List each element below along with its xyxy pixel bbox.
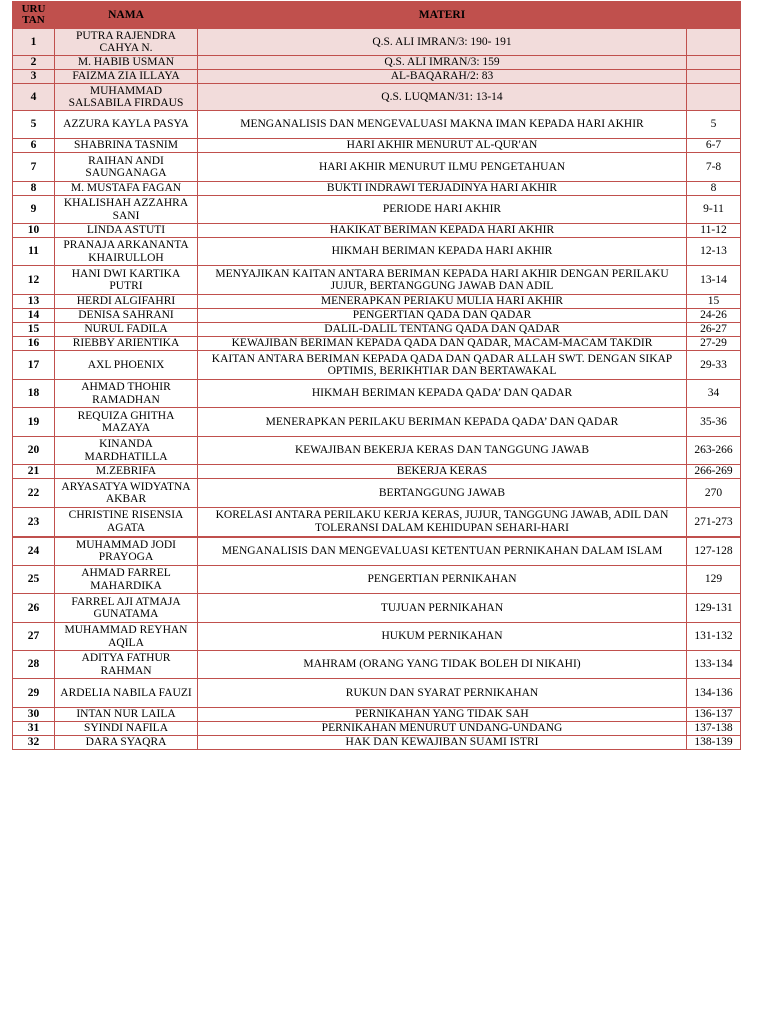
material-topic-cell: PERNIKAHAN YANG TIDAK SAH xyxy=(198,708,687,722)
table-row xyxy=(13,295,741,309)
material-topic-cell: HAKIKAT BERIMAN KEPADA HARI AKHIR xyxy=(198,224,687,238)
page-range-cell: 11-12 xyxy=(687,224,741,238)
student-name-cell: DARA SYAQRA xyxy=(55,736,198,750)
table-body xyxy=(13,29,741,750)
page-range-cell: 7-8 xyxy=(687,153,741,182)
table-row xyxy=(13,111,741,139)
student-name-cell: AHMAD FARREL MAHARDIKA xyxy=(55,566,198,594)
row-number-cell: 13 xyxy=(13,295,55,309)
material-topic-cell: BUKTI INDRAWI TERJADINYA HARI AKHIR xyxy=(198,182,687,196)
table-row xyxy=(13,508,741,537)
student-name-cell: KHALISHAH AZZAHRA SANI xyxy=(55,196,198,224)
page-range-cell: 15 xyxy=(687,295,741,309)
student-name-cell: FARREL AJI ATMAJA GUNATAMA xyxy=(55,594,198,623)
material-topic-cell: KORELASI ANTARA PERILAKU KERJA KERAS, JUJUR, TANGGUNG JAWAB, ADIL DAN TOLERANSI DALAM KEHIDUPAN SEHARI-HARI xyxy=(198,508,687,537)
page-range-cell: 129 xyxy=(687,566,741,594)
page-range-cell: 266-269 xyxy=(687,465,741,479)
row-number-cell: 19 xyxy=(13,408,55,437)
page-range-cell: 263-266 xyxy=(687,437,741,465)
material-topic-cell: Q.S. ALI IMRAN/3: 159 xyxy=(198,56,687,70)
table-row xyxy=(13,266,741,295)
table-row xyxy=(13,679,741,708)
table-row xyxy=(13,437,741,465)
row-number-cell: 32 xyxy=(13,736,55,750)
student-name-cell: DENISA SAHRANI xyxy=(55,309,198,323)
row-number-cell: 18 xyxy=(13,380,55,408)
header-halaman xyxy=(687,2,741,29)
row-number-cell: 4 xyxy=(13,84,55,111)
page-range-cell: 134-136 xyxy=(687,679,741,708)
page-range-cell: 29-33 xyxy=(687,351,741,380)
row-number-cell: 14 xyxy=(13,309,55,323)
student-name-cell: PUTRA RAJENDRA CAHYA N. xyxy=(55,29,198,56)
page-range-cell: 26-27 xyxy=(687,323,741,337)
row-number-cell: 5 xyxy=(13,111,55,139)
material-topic-cell: Q.S. LUQMAN/31: 13-14 xyxy=(198,84,687,111)
page-range-cell xyxy=(687,56,741,70)
material-topic-cell: DALIL-DALIL TENTANG QADA DAN QADAR xyxy=(198,323,687,337)
table-row xyxy=(13,323,741,337)
row-number-cell: 2 xyxy=(13,56,55,70)
material-topic-cell: BEKERJA KERAS xyxy=(198,465,687,479)
material-topic-cell: HUKUM PERNIKAHAN xyxy=(198,623,687,651)
student-name-cell: HERDI ALGIFAHRI xyxy=(55,295,198,309)
page-range-cell: 137-138 xyxy=(687,722,741,736)
table-row xyxy=(13,29,741,56)
row-number-cell: 11 xyxy=(13,238,55,266)
page-range-cell: 34 xyxy=(687,380,741,408)
row-number-cell: 22 xyxy=(13,479,55,508)
table-row xyxy=(13,479,741,508)
row-number-cell: 30 xyxy=(13,708,55,722)
student-name-cell: KINANDA MARDHATILLA xyxy=(55,437,198,465)
table-row xyxy=(13,651,741,679)
row-number-cell: 16 xyxy=(13,337,55,351)
page-range-cell xyxy=(687,84,741,111)
table-row xyxy=(13,408,741,437)
table-row xyxy=(13,736,741,750)
row-number-cell: 27 xyxy=(13,623,55,651)
row-number-cell: 7 xyxy=(13,153,55,182)
student-name-cell: ARDELIA NABILA FAUZI xyxy=(55,679,198,708)
row-number-cell: 15 xyxy=(13,323,55,337)
material-topic-cell: RUKUN DAN SYARAT PERNIKAHAN xyxy=(198,679,687,708)
header-nama: NAMA xyxy=(55,2,198,29)
student-name-cell: M.ZEBRIFA xyxy=(55,465,198,479)
table-row xyxy=(13,708,741,722)
row-number-cell: 12 xyxy=(13,266,55,295)
material-topic-cell: KAITAN ANTARA BERIMAN KEPADA QADA DAN QADAR ALLAH SWT. DENGAN SIKAP OPTIMIS, BERIKHTIAR DAN BERTAWAKAL xyxy=(198,351,687,380)
header-urutan-line1: URU xyxy=(21,3,46,15)
material-topic-cell: HIKMAH BERIMAN KEPADA HARI AKHIR xyxy=(198,238,687,266)
table-row xyxy=(13,351,741,380)
material-topic-cell: PENGERTIAN PERNIKAHAN xyxy=(198,566,687,594)
student-name-cell: CHRISTINE RISENSIA AGATA xyxy=(55,508,198,537)
student-name-cell: HANI DWI KARTIKA PUTRI xyxy=(55,266,198,295)
material-topic-cell: KEWAJIBAN BEKERJA KERAS DAN TANGGUNG JAWAB xyxy=(198,437,687,465)
material-topic-cell: HIKMAH BERIMAN KEPADA QADA’ DAN QADAR xyxy=(198,380,687,408)
row-number-cell: 26 xyxy=(13,594,55,623)
row-number-cell: 1 xyxy=(13,29,55,56)
material-topic-cell: MENERAPKAN PERILAKU BERIMAN KEPADA QADA’ DAN QADAR xyxy=(198,408,687,437)
table-row xyxy=(13,238,741,266)
row-number-cell: 21 xyxy=(13,465,55,479)
material-topic-cell: HAK DAN KEWAJIBAN SUAMI ISTRI xyxy=(198,736,687,750)
student-name-cell: SHABRINA TASNIM xyxy=(55,139,198,153)
row-number-cell: 3 xyxy=(13,70,55,84)
table-row xyxy=(13,153,741,182)
student-name-cell: INTAN NUR LAILA xyxy=(55,708,198,722)
material-topic-cell: BERTANGGUNG JAWAB xyxy=(198,479,687,508)
row-number-cell: 6 xyxy=(13,139,55,153)
table-row xyxy=(13,380,741,408)
student-name-cell: ADITYA FATHUR RAHMAN xyxy=(55,651,198,679)
header-urutan xyxy=(13,2,55,29)
page-range-cell: 9-11 xyxy=(687,196,741,224)
material-topic-cell: Q.S. ALI IMRAN/3: 190- 191 xyxy=(198,29,687,56)
page-range-cell: 138-139 xyxy=(687,736,741,750)
table-header-row xyxy=(13,2,741,29)
table-row xyxy=(13,537,741,566)
page-range-cell: 5 xyxy=(687,111,741,139)
page-range-cell: 129-131 xyxy=(687,594,741,623)
material-topic-cell: MENERAPKAN PERIAKU MULIA HARI AKHIR xyxy=(198,295,687,309)
row-number-cell: 23 xyxy=(13,508,55,537)
page-range-cell: 271-273 xyxy=(687,508,741,537)
material-topic-cell: KEWAJIBAN BERIMAN KEPADA QADA DAN QADAR, MACAM-MACAM TAKDIR xyxy=(198,337,687,351)
table-row xyxy=(13,594,741,623)
material-topic-cell: MENYAJIKAN KAITAN ANTARA BERIMAN KEPADA HARI AKHIR DENGAN PERILAKU JUJUR, BERTANGGUNG JAWAB DAN ADIL xyxy=(198,266,687,295)
student-name-cell: FAIZMA ZIA ILLAYA xyxy=(55,70,198,84)
student-name-cell: LINDA ASTUTI xyxy=(55,224,198,238)
student-name-cell: MUHAMMAD JODI PRAYOGA xyxy=(55,537,198,566)
material-topic-cell: HARI AKHIR MENURUT AL-QUR'AN xyxy=(198,139,687,153)
table-row xyxy=(13,623,741,651)
row-number-cell: 31 xyxy=(13,722,55,736)
student-name-cell: RIEBBY ARIENTIKA xyxy=(55,337,198,351)
student-name-cell: SYINDI NAFILA xyxy=(55,722,198,736)
page-range-cell: 133-134 xyxy=(687,651,741,679)
student-name-cell: AZZURA KAYLA PASYA xyxy=(55,111,198,139)
page-range-cell: 136-137 xyxy=(687,708,741,722)
student-name-cell: M. MUSTAFA FAGAN xyxy=(55,182,198,196)
table-row xyxy=(13,722,741,736)
page-range-cell: 13-14 xyxy=(687,266,741,295)
row-number-cell: 20 xyxy=(13,437,55,465)
material-topic-cell: MENGANALISIS DAN MENGEVALUASI KETENTUAN PERNIKAHAN DALAM ISLAM xyxy=(198,537,687,566)
presentation-schedule-table xyxy=(12,1,741,750)
row-number-cell: 10 xyxy=(13,224,55,238)
material-topic-cell: HARI AKHIR MENURUT ILMU PENGETAHUAN xyxy=(198,153,687,182)
row-number-cell: 25 xyxy=(13,566,55,594)
header-materi: MATERI xyxy=(198,2,687,29)
student-name-cell: NURUL FADILA xyxy=(55,323,198,337)
table-row xyxy=(13,337,741,351)
student-name-cell: REQUIZA GHITHA MAZAYA xyxy=(55,408,198,437)
row-number-cell: 24 xyxy=(13,537,55,566)
material-topic-cell: PENGERTIAN QADA DAN QADAR xyxy=(198,309,687,323)
student-name-cell: MUHAMMAD SALSABILA FIRDAUS xyxy=(55,84,198,111)
page-range-cell: 270 xyxy=(687,479,741,508)
student-name-cell: AHMAD THOHIR RAMADHAN xyxy=(55,380,198,408)
page-range-cell: 24-26 xyxy=(687,309,741,323)
material-topic-cell: TUJUAN PERNIKAHAN xyxy=(198,594,687,623)
table-row xyxy=(13,309,741,323)
page-range-cell: 27-29 xyxy=(687,337,741,351)
table-row xyxy=(13,70,741,84)
student-name-cell: AXL PHOENIX xyxy=(55,351,198,380)
page-range-cell: 35-36 xyxy=(687,408,741,437)
table-row xyxy=(13,566,741,594)
material-topic-cell: MAHRAM (ORANG YANG TIDAK BOLEH DI NIKAHI) xyxy=(198,651,687,679)
page-range-cell: 8 xyxy=(687,182,741,196)
table-row xyxy=(13,182,741,196)
table-row xyxy=(13,56,741,70)
page-range-cell xyxy=(687,70,741,84)
table-row xyxy=(13,139,741,153)
table-row xyxy=(13,224,741,238)
student-name-cell: PRANAJA ARKANANTA KHAIRULLOH xyxy=(55,238,198,266)
page-range-cell: 127-128 xyxy=(687,537,741,566)
table-row xyxy=(13,465,741,479)
material-topic-cell: MENGANALISIS DAN MENGEVALUASI MAKNA IMAN KEPADA HARI AKHIR xyxy=(198,111,687,139)
page-range-cell: 12-13 xyxy=(687,238,741,266)
student-name-cell: MUHAMMAD REYHAN AQILA xyxy=(55,623,198,651)
material-topic-cell: PERNIKAHAN MENURUT UNDANG-UNDANG xyxy=(198,722,687,736)
student-name-cell: M. HABIB USMAN xyxy=(55,56,198,70)
row-number-cell: 28 xyxy=(13,651,55,679)
row-number-cell: 29 xyxy=(13,679,55,708)
row-number-cell: 8 xyxy=(13,182,55,196)
header-urutan-line2: TAN xyxy=(22,14,45,26)
table-row xyxy=(13,196,741,224)
material-topic-cell: AL-BAQARAH/2: 83 xyxy=(198,70,687,84)
page-range-cell: 6-7 xyxy=(687,139,741,153)
student-name-cell: RAIHAN ANDI SAUNGANAGA xyxy=(55,153,198,182)
page-range-cell xyxy=(687,29,741,56)
row-number-cell: 17 xyxy=(13,351,55,380)
student-name-cell: ARYASATYA WIDYATNA AKBAR xyxy=(55,479,198,508)
row-number-cell: 9 xyxy=(13,196,55,224)
table-row xyxy=(13,84,741,111)
page-range-cell: 131-132 xyxy=(687,623,741,651)
material-topic-cell: PERIODE HARI AKHIR xyxy=(198,196,687,224)
